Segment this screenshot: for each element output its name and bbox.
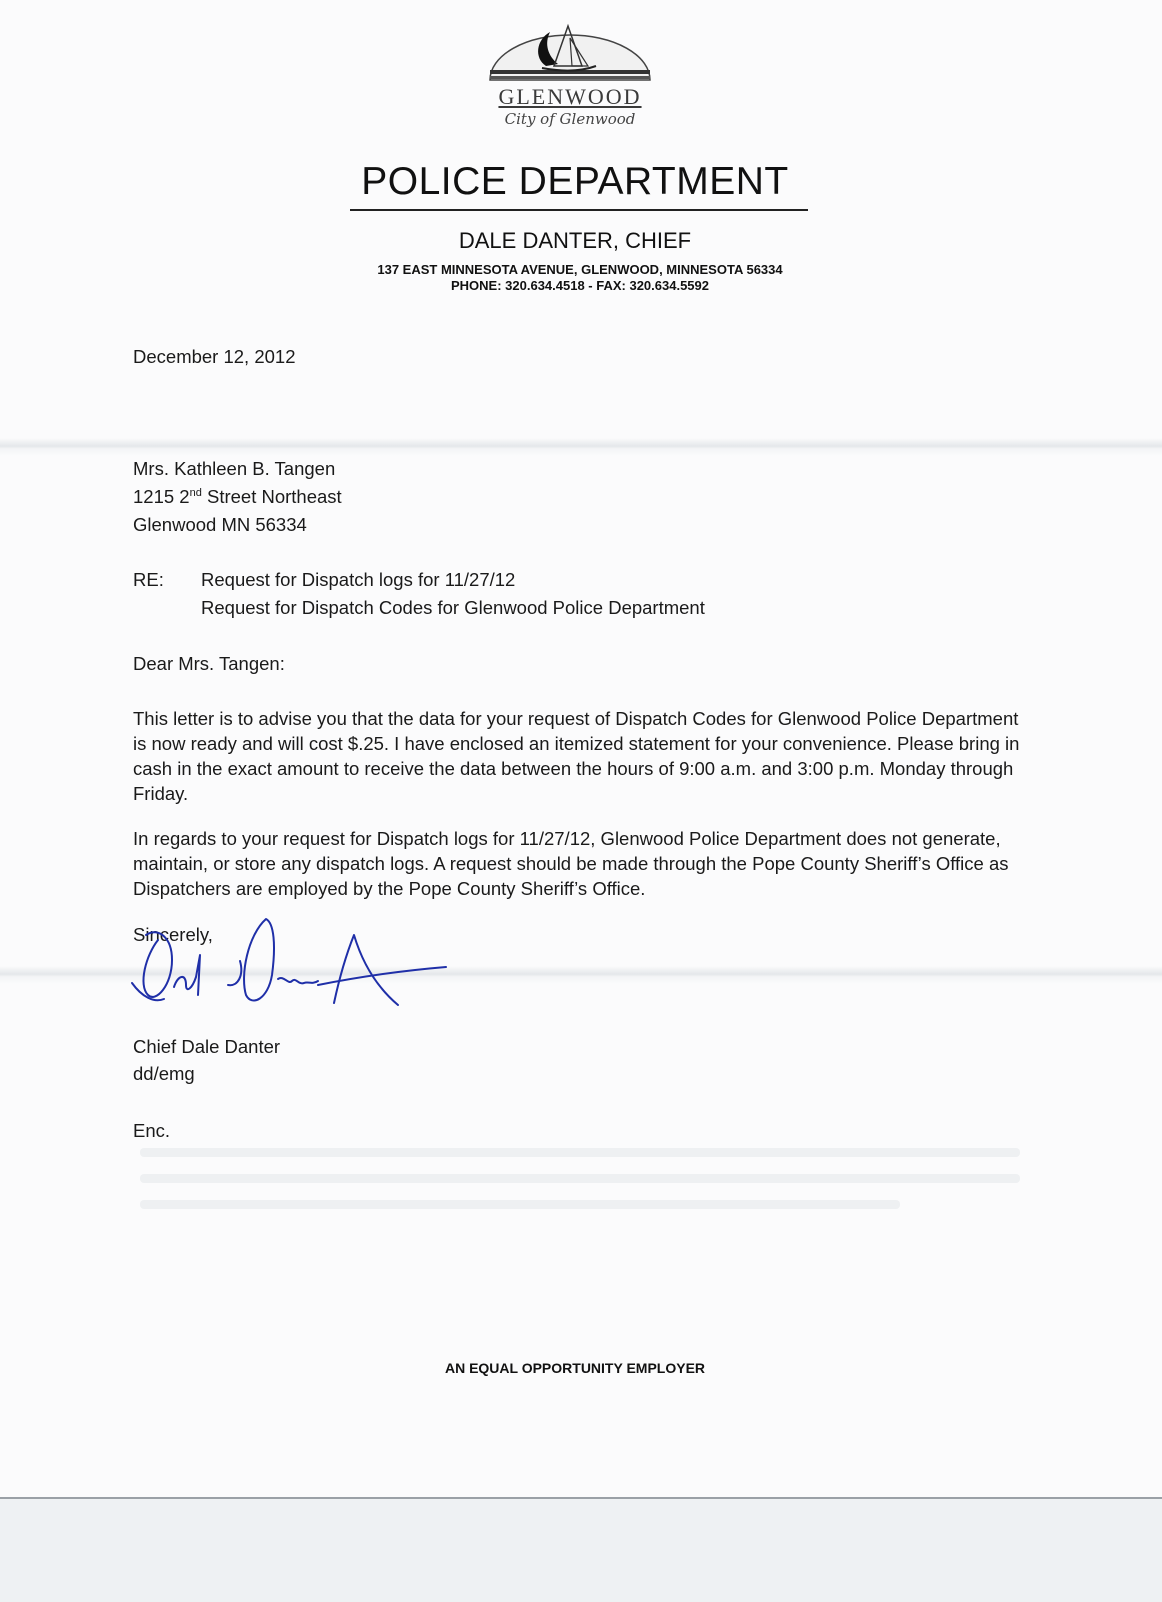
recipient-street [133,483,342,511]
street-number: 1215 2 [133,486,190,507]
department-address: 137 EAST MINNESOTA AVENUE, GLENWOOD, MINNESOTA 56334 [377,262,783,277]
show-through-text [140,1200,900,1209]
letter-date: December 12, 2012 [133,346,296,367]
signer-name: Chief Dale Danter [133,1036,281,1057]
body-paragraph-1: This letter is to advise you that the data for your request of Dispatch Codes for Glenwood Police Department is now ready and will cost $.25. I have enclosed an itemized statement for your convenience. Please bring in cash in the exact amount to receive the data between the hours of 9:00 a.m. and 3:00 p.m. Monday through Friday. [133,708,1020,804]
department-title: POLICE DEPARTMENT [361,160,789,203]
subject-line-2: Request for Dispatch Codes for Glenwood Police Department [201,597,705,618]
body-paragraph-2: In regards to your request for Dispatch logs for 11/27/12, Glenwood Police Department does not generate, maintain, or store any dispatch logs. A request should be made through the Pope County Sheriff’s Office as Dispatchers are employed by the Pope County Sheriff’s Office. [133,828,1009,899]
subject-label: RE: [133,569,164,590]
typist-initials: dd/emg [133,1063,195,1084]
recipient-address-block [133,455,342,539]
recipient-name: Mrs. Kathleen B. Tangen [133,458,336,479]
street-name: Street Northeast [201,486,342,507]
show-through-text [140,1148,1020,1157]
footer-statement: AN EQUAL OPPORTUNITY EMPLOYER [444,1360,706,1376]
department-phone-fax: PHONE: 320.634.4518 - FAX: 320.634.5592 [451,278,709,293]
closing: Sincerely, [133,924,213,945]
handwritten-signature [128,915,458,1030]
subject-block [133,566,1033,622]
chief-name: DALE DANTER, CHIEF [458,228,692,253]
signer-block [133,1033,280,1087]
scan-background [0,1497,1162,1602]
city-tagline: City of Glenwood [504,110,636,128]
title-underline [350,209,808,211]
salutation: Dear Mrs. Tangen: [133,653,285,674]
street-ordinal-suffix: nd [189,486,202,499]
recipient-city: Glenwood MN 56334 [133,514,307,535]
show-through-text [140,1174,1020,1183]
city-name: GLENWOOD [498,84,642,109]
subject-line-1: Request for Dispatch logs for 11/27/12 [201,569,516,590]
paper-fold [0,438,1162,456]
enclosure-note: Enc. [133,1120,171,1141]
